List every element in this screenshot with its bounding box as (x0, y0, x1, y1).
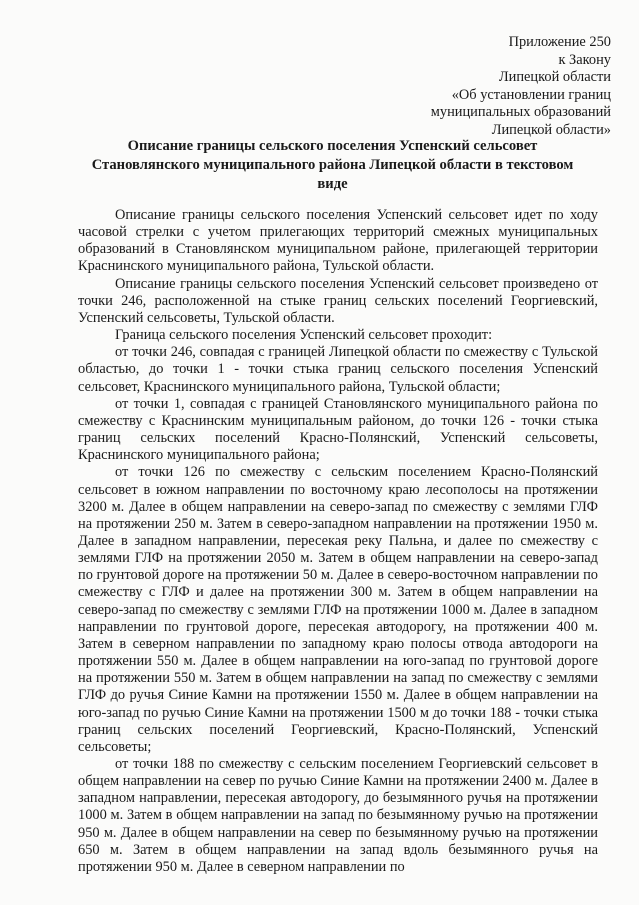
appendix-line: Липецкой области» (491, 121, 611, 138)
body-paragraph: Описание границы сельского поселения Успенский сельсовет идет по ходу часовой стрелки с учетом прилегающих территорий смежных муниципальных образований в Становлянском муниципальном районе, прилегающей территории Краснинского муниципального района, Тульской области. (78, 207, 598, 275)
body-paragraph: Граница сельского поселения Успенский сельсовет проходит: (115, 327, 493, 344)
appendix-line: к Закону (558, 51, 611, 68)
appendix-line: Липецкой области (498, 69, 611, 85)
title-line: Описание границы сельского поселения Успенский сельсовет (127, 138, 538, 154)
title-line: виде (317, 176, 348, 192)
body-paragraph: Описание границы сельского поселения Успенский сельсовет произведено от точки 246, расположенной на стыке границ сельских поселений Георгиевский, Успенский сельсоветы, Тульской области. (78, 275, 598, 326)
body-paragraph: от точки 246, совпадая с границей Липецкой области по смежеству с Тульской областью, до точки 1 - точки стыка границ сельского поселения Успенский сельсовет, Краснинского муниципального района, Тульской области; (78, 344, 598, 395)
appendix-line: муниципальных образований (430, 104, 611, 120)
body-paragraph: от точки 1, совпадая с границей Становлянского муниципального района по смежеству с Краснинским муниципальным районом, до точки 126 - точки стыка границ сельских поселений Красно-Полянский, Успенский сельсоветы, Краснинского муниципального района; (78, 395, 598, 464)
title-line: Становлянского муниципального района Липецкой области в текстовом (91, 157, 574, 173)
appendix-header (431, 34, 611, 139)
document-body (78, 207, 598, 876)
body-paragraph: от точки 126 по смежеству с сельским поселением Красно-Полянский сельсовет в южном направлении по восточному краю лесополосы на протяжении 3200 м. Далее в общем направлении на северо-запад по смежеству с землями ГЛФ на протяжении 250 м. Затем в северо-западном направлении на протяжении 1950 м. Далее в западном направлении, пересекая реку Пальна, и далее по смежеству с землями ГЛФ на протяжении 2050 м. Затем в общем направлении на северо-запад по грунтовой дороге на протяжении 50 м. Далее в северо-восточном направлении по смежеству с ГЛФ и далее на протяжении 300 м. Затем в общем направлении на северо-запад по смежеству с землями ГЛФ на протяжении 1000 м. Далее в западном направлении по грунтовой дороге, пересекая автодорогу, на протяжении 400 м. Затем в северном направлении по западному краю полосы отвода автодороги на протяжении 550 м. Далее в общем направлении на юго-запад по грунтовой дороге на протяжении 550 м. Затем в общем направлении на запад по смежеству с землями ГЛФ до ручья Синие Камни на протяжении 1550 м. Далее в общем направлении на юго-запад по ручью Синие Камни на протяжении 1500 м до точки 188 - точки стыка границ сельских поселений Георгиевский, Красно-Полянский, Успенский сельсоветы; (78, 464, 598, 755)
appendix-line: «Об установлении границ (451, 86, 611, 103)
body-paragraph: от точки 188 по смежеству с сельским поселением Георгиевский сельсовет в общем направлении на север по ручью Синие Камни на протяжении 2400 м. Далее в западном направлении, пересекая автодорогу, до безымянного ручья на протяжении 1000 м. Затем в общем направлении на запад по безымянному ручью на протяжении 950 м. Далее в общем направлении на север по безымянному ручью на протяжении 650 м. Затем в общем направлении на запад вдоль безымянного ручья на протяжении 950 м. Далее в северном направлении по (78, 756, 598, 875)
document-title (60, 137, 605, 194)
appendix-line: Приложение 250 (508, 34, 611, 50)
